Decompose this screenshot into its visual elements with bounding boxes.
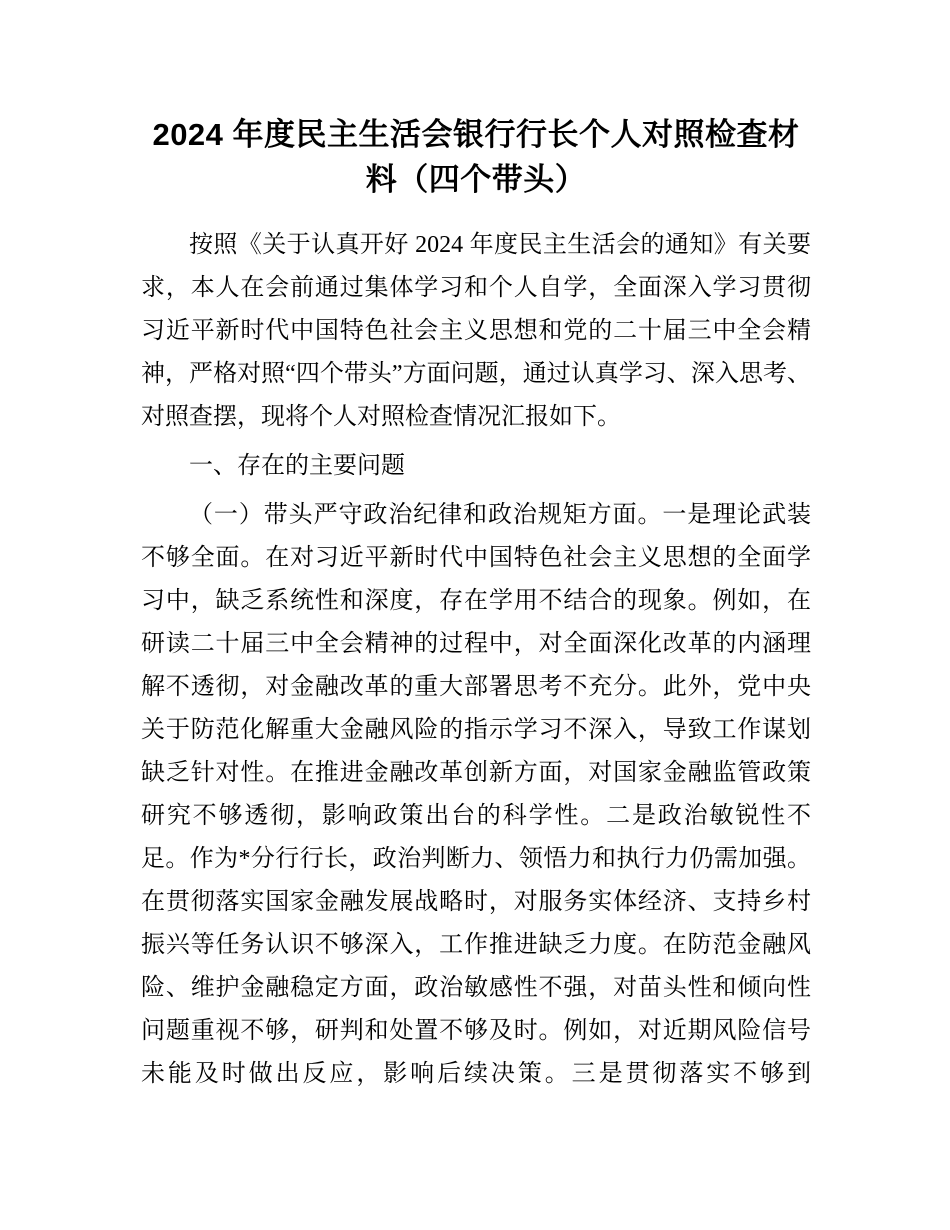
section-heading-main-problems: 一、存在的主要问题 <box>189 453 405 479</box>
paragraph-section-one: （一）带头严守政治纪律和政治规矩方面。一是理论武装不够全面。在对习近平新时代中国特色社会主义思想的全面学习中，缺乏系统性和深度，存在学用不结合的现象。例如，在研读二十届三中全会精神的过程中，对全面深化改革的内涵理解不透彻，对金融改革的重大部署思考不充分。此外，党中央关于防范化解重大金融风险的指示学习不深入，导致工作谋划缺乏针对性。在推进金融改革创新方面，对国家金融监管政策研究不够透彻，影响政策出台的科学性。二是政治敏锐性不足。作为*分行行长，政治判断力、领悟力和执行力仍需加强。在贯彻落实国家金融发展战略时，对服务实体经济、支持乡村振兴等任务认识不够深入，工作推进缺乏力度。在防范金融风险、维护金融稳定方面，政治敏感性不强，对苗头性和倾向性问题重视不够，研判和处置不够及时。例如，对近期风险信号未能及时做出反应，影响后续决策。三是贯彻落实不够到 <box>141 502 811 1087</box>
document-title: 2024 年度民主生活会银行行长个人对照检查材料（四个带头） <box>152 117 800 197</box>
paragraph-intro: 按照《关于认真开好 2024 年度民主生活会的通知》有关要求，本人在会前通过集体学习和个人自学，全面深入学习贯彻习近平新时代中国特色社会主义思想和党的二十届三中全会精神，严格对照“四个带头”方面问题，通过认真学习、深入思考、对照查摆，现将个人对照检查情况汇报如下。 <box>141 232 811 430</box>
